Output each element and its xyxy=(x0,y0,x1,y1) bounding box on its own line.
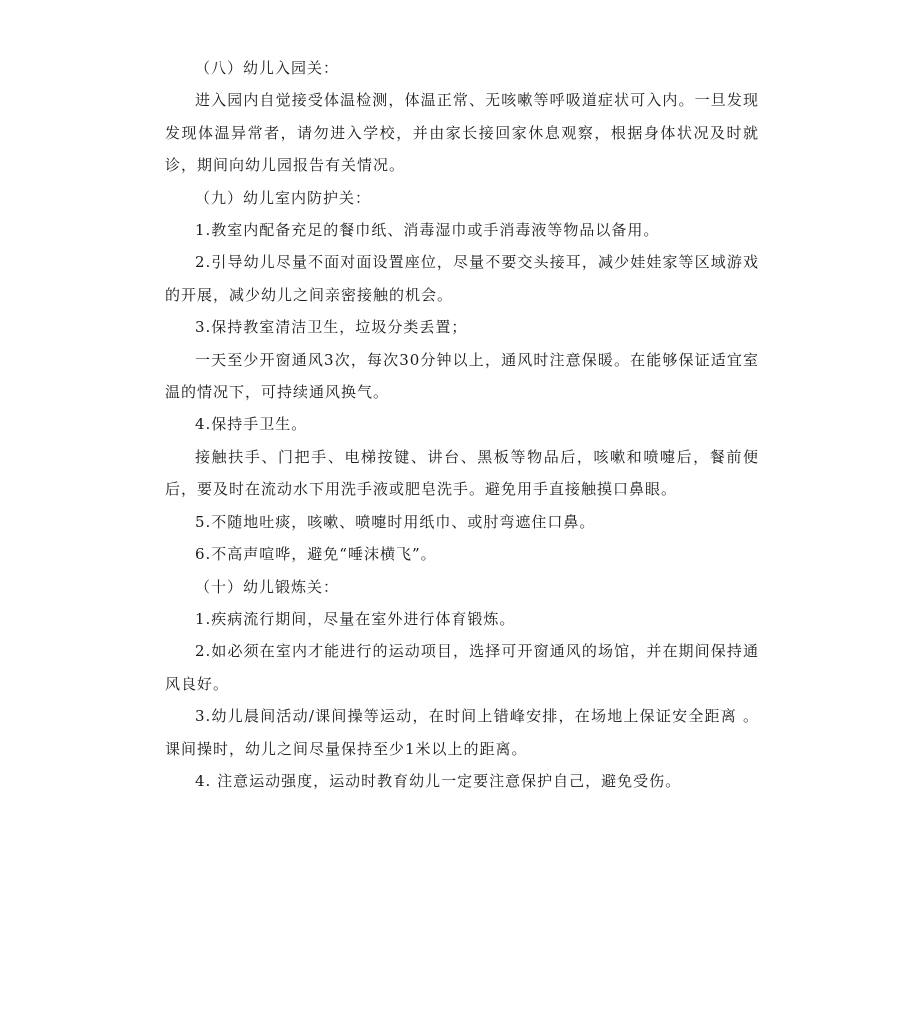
list-item: 3.幼儿晨间活动/课间操等运动，在时间上错峰安排，在场地上保证安全距离 。课间操时，幼儿之间尽量保持至少1米以上的距离。 xyxy=(165,707,759,758)
list-item: 4. 注意运动强度，运动时教育幼儿一定要注意保护自己，避免受伤。 xyxy=(195,771,682,790)
list-item: 2.引导幼儿尽量不面对面设置座位，尽量不要交头接耳，减少娃娃家等区域游戏的开展，减少幼儿之间亲密接触的机会。 xyxy=(165,253,759,304)
list-item: 4.保持手卫生。 xyxy=(195,415,308,434)
paragraph: 进入园内自觉接受体温检测，体温正常、无咳嗽等呼吸道症状可入内。一旦发现发现体温异常者，请勿进入学校，并由家长接回家休息观察，根据身体状况及时就诊，期间向幼儿园报告有关情况。 xyxy=(165,91,759,175)
list-item: 3.保持教室清洁卫生，垃圾分类丢置； xyxy=(195,318,468,337)
paragraph: 接触扶手、门把手、电梯按键、讲台、黑板等物品后，咳嗽和喷嚏后，餐前便后，要及时在流动水下用洗手液或肥皂洗手。避免用手直接触摸口鼻眼。 xyxy=(165,447,759,499)
section-heading-10: （十）幼儿锻炼关： xyxy=(195,577,340,596)
list-item: 1.教室内配备充足的餐巾纸、消毒湿巾或手消毒液等物品以备用。 xyxy=(195,221,660,240)
list-item: 1.疾病流行期间，尽量在室外进行体育锻炼。 xyxy=(195,609,516,628)
list-item: 6.不高声喧哗，避免“唾沫横飞”。 xyxy=(195,545,437,564)
section-heading-9: （九）幼儿室内防护关： xyxy=(195,188,372,207)
list-item: 2.如必须在室内才能进行的运动项目，选择可开窗通风的场馆，并在期间保持通风良好。 xyxy=(165,642,759,693)
document-body xyxy=(165,52,759,797)
section-heading-8: （八）幼儿入园关： xyxy=(195,59,340,77)
list-item: 5.不随地吐痰，咳嗽、喷嚏时用纸巾、或肘弯遮住口鼻。 xyxy=(195,512,596,531)
paragraph: 一天至少开窗通风3次，每次30分钟以上，通风时注意保暖。在能够保证适宜室温的情况下，可持续通风换气。 xyxy=(165,350,759,402)
